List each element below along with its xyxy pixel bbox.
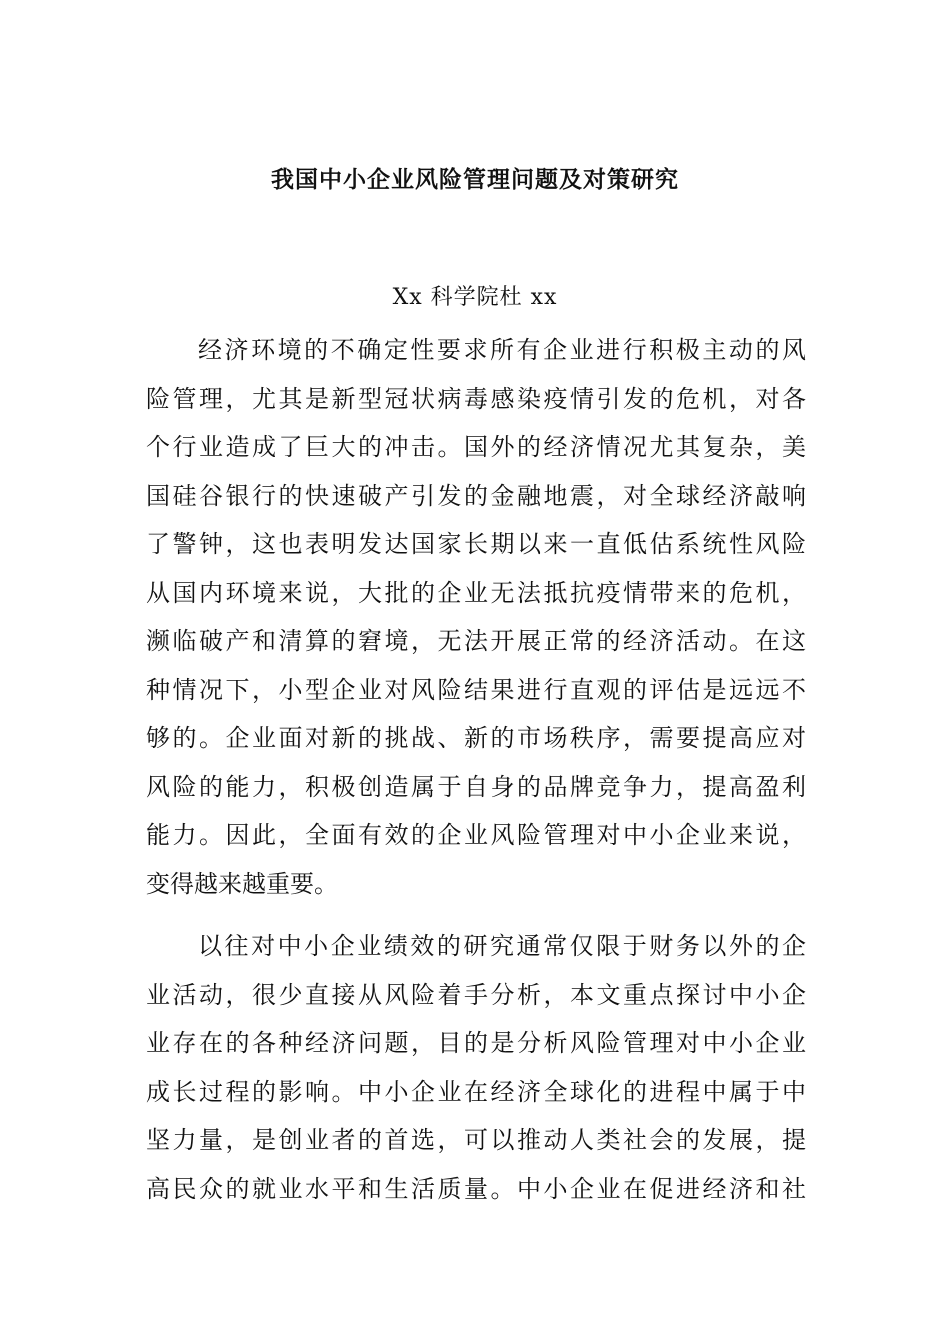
- text-line: 成长过程的影响。中小企业在经济全球化的进程中属于中: [146, 1077, 806, 1106]
- text-line: 险管理，尤其是新型冠状病毒感染疫情引发的危机，对各: [146, 384, 806, 413]
- text-line: 高民众的就业水平和生活质量。中小企业在促进经济和社: [146, 1174, 806, 1203]
- text-line: 能力。因此，全面有效的企业风险管理对中小企业来说，: [146, 821, 806, 849]
- text-line: 业存在的各种经济问题，目的是分析风险管理对中小企业: [146, 1029, 806, 1057]
- text-line: 了警钟，这也表明发达国家长期以来一直低估系统性风险: [146, 530, 806, 558]
- text-line: 个行业造成了巨大的冲击。国外的经济情况尤其复杂，美: [146, 433, 806, 461]
- paragraph-1: [146, 326, 806, 908]
- author-line: Xx 科学院杜 xx: [392, 285, 558, 310]
- text-line: 从国内环境来说，大批的企业无法抵抗疫情带来的危机，: [146, 578, 806, 607]
- text-line: 坚力量，是创业者的首选，可以推动人类社会的发展，提: [146, 1126, 806, 1154]
- document-title: 我国中小企业风险管理问题及对策研究: [271, 166, 679, 193]
- text-line: 国硅谷银行的快速破产引发的金融地震，对全球经济敲响: [146, 481, 806, 510]
- text-line: 风险的能力，积极创造属于自身的品牌竞争力，提高盈利: [146, 772, 806, 801]
- text-line: 够的。企业面对新的挑战、新的市场秩序，需要提高应对: [146, 724, 806, 752]
- text-line: 变得越来越重要。: [146, 869, 338, 898]
- text-line: 种情况下，小型企业对风险结果进行直观的评估是远远不: [146, 675, 806, 704]
- text-line: 濒临破产和清算的窘境，无法开展正常的经济活动。在这: [146, 627, 806, 655]
- text-line: 以往对中小企业绩效的研究通常仅限于财务以外的企: [198, 932, 806, 960]
- paragraph-2: [146, 922, 806, 1213]
- text-line: 业活动，很少直接从风险着手分析，本文重点探讨中小企: [146, 980, 806, 1009]
- text-line: 经济环境的不确定性要求所有企业进行积极主动的风: [198, 336, 806, 364]
